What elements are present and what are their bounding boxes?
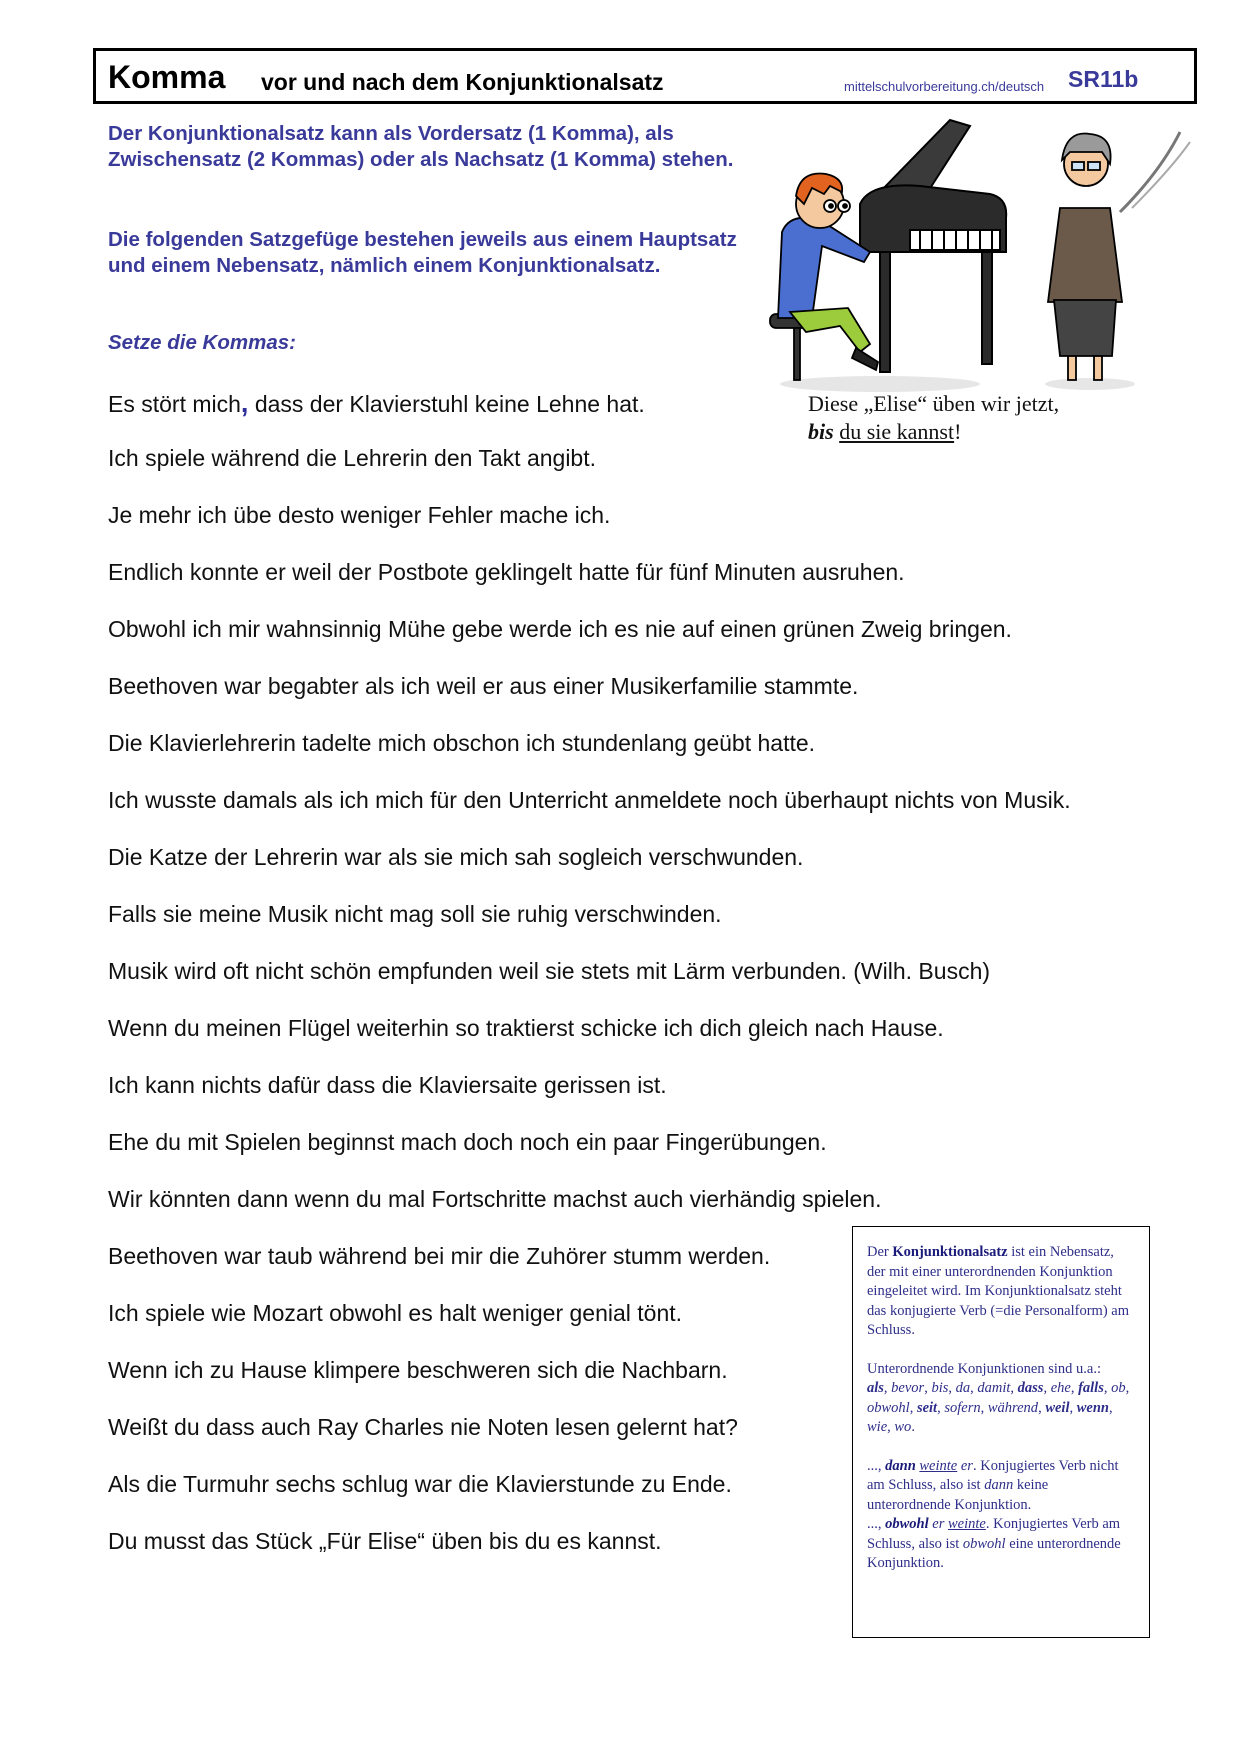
exercise-sentence: Ich wusste damals als ich mich für den Unterricht anmeldete noch überhaupt nichts von Musik.: [108, 787, 1071, 813]
piano-lesson-illustration: [760, 112, 1200, 398]
conjunction-item: bis: [931, 1380, 949, 1396]
intro-paragraph-1: Der Konjunktionalsatz kann als Vordersatz (1 Komma), als Zwischensatz (2 Kommas) oder als Nachsatz (1 Komma) stehen.: [108, 122, 734, 171]
exercise-sentence: Du musst das Stück „Für Elise“ üben bis du es kannst.: [108, 1528, 662, 1554]
example-sub-clause: dass der Klavierstuhl keine Lehne hat.: [248, 391, 645, 417]
conjunction-item: seit: [916, 1399, 938, 1416]
caption-line-2: [808, 418, 1059, 446]
info-text: keine unterordnende Konjunktion.: [867, 1477, 1049, 1513]
info-text: Der: [867, 1244, 893, 1260]
exercise-sentence: Als die Turmuhr sechs schlug war die Klavierstunde zu Ende.: [108, 1471, 732, 1497]
info-text: . Konjugiertes Verb am Schluss, also ist: [867, 1516, 1121, 1552]
exercise-sentence: Beethoven war begabter als ich weil er aus einer Musikerfamilie stammte.: [108, 673, 859, 699]
exercise-sentence: Ich spiele während die Lehrerin den Takt angibt.: [108, 445, 597, 471]
example-conjunction: dann: [885, 1457, 916, 1474]
task-instruction: Setze die Kommas:: [108, 331, 296, 354]
example-word: dann: [984, 1477, 1014, 1493]
info-conjunctions-intro: Unterordnende Konjunktionen sind u.a.:: [867, 1360, 1101, 1377]
grand-piano-icon: [860, 120, 1006, 372]
conjunction-item: ob: [1111, 1380, 1126, 1396]
info-example-obwohl: [867, 1515, 1135, 1574]
exercise-sentence: Je mehr ich übe desto weniger Fehler mache ich.: [108, 502, 611, 528]
example-verb: weinte: [947, 1516, 986, 1532]
conjunction-item: ehe: [1050, 1380, 1071, 1396]
example-subject: er: [928, 1516, 948, 1532]
conjunction-item: als: [867, 1380, 884, 1396]
exercise-sentence: Obwohl ich mir wahnsinnig Mühe gebe werde ich es nie auf einen grünen Zweig bringen.: [108, 616, 1012, 642]
caption-end: !: [954, 419, 962, 444]
site-url: mittelschulvorbereitung.ch/deutsch: [844, 79, 1045, 94]
conjunction-item: da: [955, 1380, 971, 1396]
info-text: . Konjugiertes Verb nicht am Schluss, also ist: [867, 1457, 1119, 1493]
info-text: ...,: [867, 1516, 886, 1532]
exercise-sentence: Weißt du dass auch Ray Charles nie Noten lesen gelernt hat?: [108, 1414, 738, 1440]
conjunction-item: sofern: [944, 1399, 981, 1416]
example-verb: weinte: [919, 1457, 958, 1474]
conjunction-item: wenn: [1076, 1399, 1109, 1416]
exercise-sentence: Wenn ich zu Hause klimpere beschweren sich die Nachbarn.: [108, 1357, 728, 1383]
worksheet-code: SR11b: [1068, 66, 1139, 92]
conjunction-item: wo: [894, 1419, 912, 1435]
conjunction-item: wie: [867, 1419, 888, 1435]
exercise-sentence: Musik wird oft nicht schön empfunden weil sie stets mit Lärm verbunden. (Wilh. Busch): [108, 958, 991, 984]
intro-paragraph-2: Die folgenden Satzgefüge bestehen jeweils aus einem Hauptsatz und einem Nebensatz, nämlich einem Konjunktionalsatz.: [108, 228, 737, 277]
caption-line-1: Diese „Elise“ üben wir jetzt,: [808, 391, 1060, 416]
page-subtitle: vor und nach dem Konjunktionalsatz: [261, 69, 664, 95]
exercise-sentence: Wenn du meinen Flügel weiterhin so traktierst schicke ich dich gleich nach Hause.: [108, 1015, 944, 1041]
example-sentence: [108, 388, 645, 419]
conjunction-item: weil: [1045, 1399, 1070, 1416]
caption-clause: du sie kannst: [839, 419, 955, 444]
info-example-dann: [867, 1457, 1135, 1516]
info-text: ist ein Nebensatz, der mit einer unterordnenden Konjunktion eingeleitet wird. Im Konjunktionalsatz steht das konjugierte Verb (=die Personalform) am Schluss.: [867, 1244, 1129, 1338]
page-title: Komma: [108, 59, 226, 95]
exercise-sentence: Ehe du mit Spielen beginnst mach doch noch ein paar Fingerübungen.: [108, 1129, 827, 1155]
exercise-sentence: Ich kann nichts dafür dass die Klaviersaite gerissen ist.: [108, 1072, 667, 1098]
conjunction-item: während: [987, 1399, 1039, 1416]
illustration-caption: [808, 390, 1059, 446]
conjunction-item: obwohl: [867, 1399, 910, 1416]
example-conjunction: obwohl: [885, 1516, 929, 1532]
exercise-sentence: Falls sie meine Musik nicht mag soll sie ruhig verschwinden.: [108, 901, 722, 927]
grammar-info-box: [852, 1226, 1150, 1638]
example-comma: ,: [240, 388, 249, 418]
conjunction-item: dass: [1017, 1380, 1044, 1396]
info-text: eine unterordnende Konjunktion.: [867, 1535, 1121, 1571]
example-word: obwohl: [962, 1535, 1006, 1552]
conjunction-item: bevor: [891, 1380, 925, 1396]
conjunction-item: falls: [1078, 1380, 1104, 1396]
info-text: ...,: [867, 1457, 886, 1474]
exercise-sentence: Wir könnten dann wenn du mal Fortschritte machst auch vierhändig spielen.: [108, 1186, 882, 1212]
info-conjunctions: [867, 1360, 1135, 1438]
exercise-sentence: Die Katze der Lehrerin war als sie mich sah sogleich verschwunden.: [108, 844, 804, 870]
page-header: [93, 48, 1197, 104]
example-main-clause: Es stört mich: [108, 391, 241, 417]
conjunction-item: damit: [977, 1380, 1011, 1396]
piano-teacher-icon: [1048, 132, 1190, 380]
caption-conjunction: bis: [808, 419, 834, 444]
conjunction-list: als, bevor, bis, da, damit, dass, ehe, falls, ob, obwohl, seit, sofern, während, weil, wenn, wie, wo.: [867, 1380, 1130, 1435]
info-term: Konjunktionalsatz: [892, 1244, 1008, 1260]
exercise-sentence: Beethoven war taub während bei mir die Zuhörer stumm werden.: [108, 1243, 771, 1269]
exercise-sentence: Die Klavierlehrerin tadelte mich obschon ich stundenlang geübt hatte.: [108, 730, 816, 756]
info-definition: [867, 1243, 1135, 1341]
example-subject: er: [957, 1457, 973, 1474]
exercise-sentence: Endlich konnte er weil der Postbote geklingelt hatte für fünf Minuten ausruhen.: [108, 559, 905, 585]
exercise-sentence: Ich spiele wie Mozart obwohl es halt weniger genial tönt.: [108, 1300, 683, 1326]
